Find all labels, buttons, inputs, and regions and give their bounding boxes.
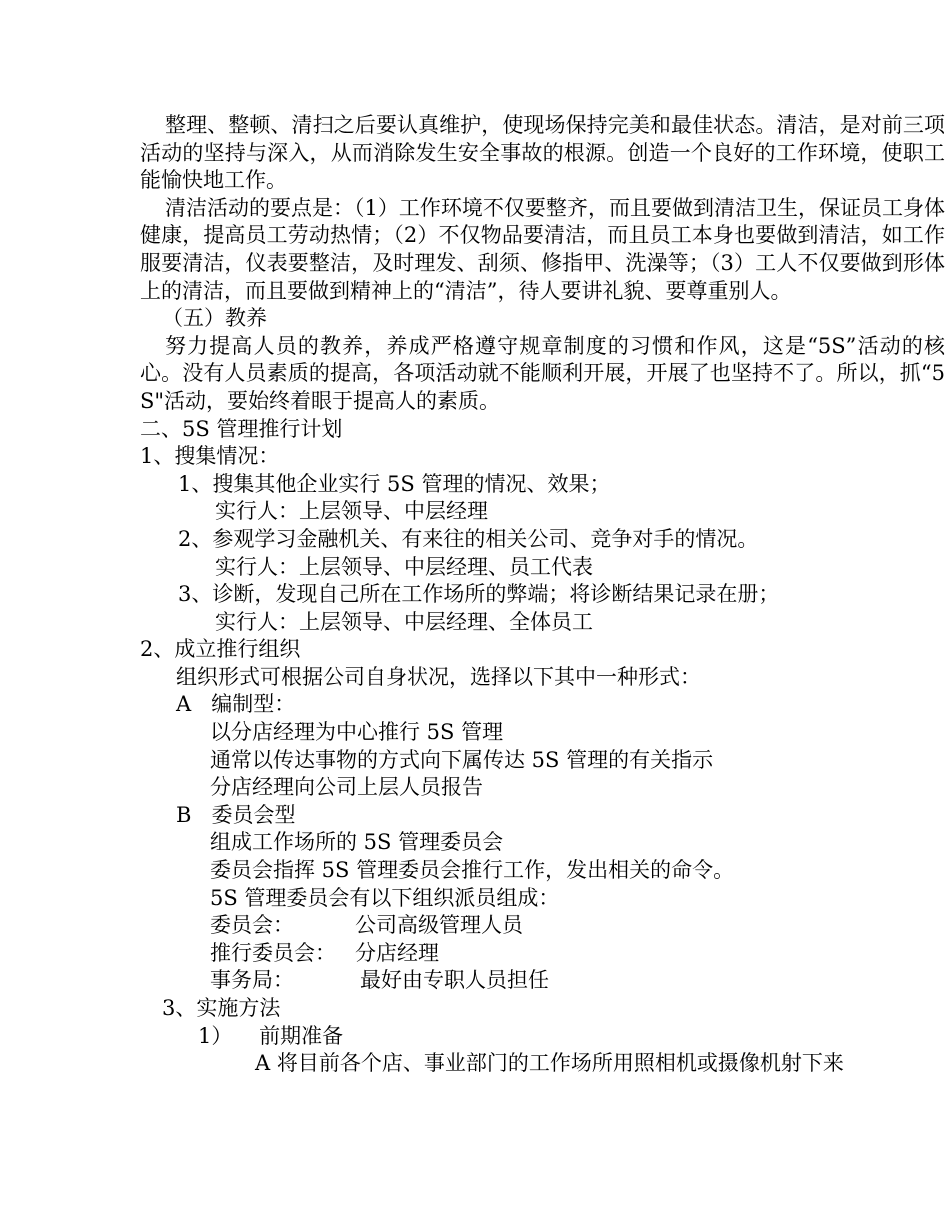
paragraph-cleaning-intro: 整理、整顿、清扫之后要认真维护，使现场保持完美和最佳状态。清洁，是对前三项活动的坚持与深入，从而消除发生安全事故的根源。创造一个良好的工作环境，使职工能愉快地工作。 [140, 113, 945, 193]
document-page [140, 112, 945, 1078]
form-b-line-3: 5S 管理委员会有以下组织派员组成： [210, 885, 560, 910]
section-title-plan: 二、5S 管理推行计划 [140, 416, 343, 441]
form-a-line-2: 通常以传达事物的方式向下属传达 5S 管理的有关指示 [210, 747, 714, 772]
committee-member: 公司高级管理人员 [355, 913, 523, 938]
organization-intro: 组织形式可根据公司自身状况，选择以下其中一种形式： [176, 664, 701, 689]
form-b-title: 委员会型 [211, 802, 296, 827]
committee-role: 委员会： [210, 913, 294, 938]
method-step-1 [140, 1023, 945, 1051]
collect-item-2: 2、参观学习金融机关、有来往的相关公司、竞争对手的情况。 [178, 526, 759, 551]
paragraph-education: 努力提高人员的教养，养成严格遵守规章制度的习惯和作风，这是“5S”活动的核心。没有人员素质的提高，各项活动就不能顺利开展，开展了也坚持不了。所以，抓“5S"活动，要始终着眼于提高人的素质。 [140, 333, 945, 413]
committee-role-row-2 [140, 940, 945, 968]
committee-member: 分店经理 [355, 940, 439, 965]
form-a-title: 编制型： [211, 692, 296, 717]
subsection-title-methods: 3、实施方法 [162, 996, 281, 1020]
method-step-title: 前期准备 [259, 1023, 344, 1048]
form-a-line-1: 以分店经理为中心推行 5S 管理 [210, 720, 504, 745]
form-a-heading [140, 691, 945, 719]
heading-education: （五）教养 [162, 306, 267, 331]
collect-item-1-executor: 实行人：上层领导、中层经理 [215, 499, 488, 524]
committee-member: 最好由专职人员担任 [360, 968, 549, 993]
committee-role: 事务局： [210, 968, 294, 993]
collect-item-3: 3、诊断，发现自己所在工作场所的弊端；将诊断结果记录在册； [178, 582, 780, 607]
method-step-number: 1） [198, 1023, 233, 1048]
committee-role-row-3 [140, 967, 945, 995]
subsection-title-collect: 1、搜集情况： [140, 444, 280, 469]
method-step-1-a [140, 1050, 945, 1078]
paragraph-cleaning-points: 清洁活动的要点是：（1）工作环境不仅要整齐，而且要做到清洁卫生，保证员工身体健康，提高员工劳动热情；（2）不仅物品要清洁，而且员工本身也要做到清洁，如工作服要清洁，仪表要整洁，及时理发、刮须、修指甲、洗澡等；（3）工人不仅要做到形体上的清洁，而且要做到精神上的“清洁”，待人要讲礼貌、要尊重别人。 [140, 195, 945, 303]
form-b-heading [140, 802, 945, 830]
form-a-label: A [176, 692, 192, 717]
method-step-a-text: 将目前各个店、事业部门的工作场所用照相机或摄像机射下来 [276, 1051, 844, 1076]
collect-item-2-executor: 实行人：上层领导、中层经理、员工代表 [215, 554, 593, 579]
subsection-title-organization: 2、成立推行组织 [140, 637, 301, 662]
form-b-label: B [176, 802, 192, 827]
committee-role: 推行委员会： [210, 940, 336, 965]
committee-role-row-1 [140, 912, 945, 940]
form-b-line-1: 组成工作场所的 5S 管理委员会 [210, 830, 504, 855]
form-b-line-2: 委员会指挥 5S 管理委员会推行工作，发出相关的命令。 [210, 858, 735, 883]
collect-item-3-executor: 实行人：上层领导、中层经理、全体员工 [215, 609, 593, 634]
form-a-line-3: 分店经理向公司上层人员报告 [210, 775, 483, 800]
collect-item-1: 1、搜集其他企业实行 5S 管理的情况、效果； [178, 471, 611, 496]
method-step-a-label: A [255, 1051, 271, 1076]
